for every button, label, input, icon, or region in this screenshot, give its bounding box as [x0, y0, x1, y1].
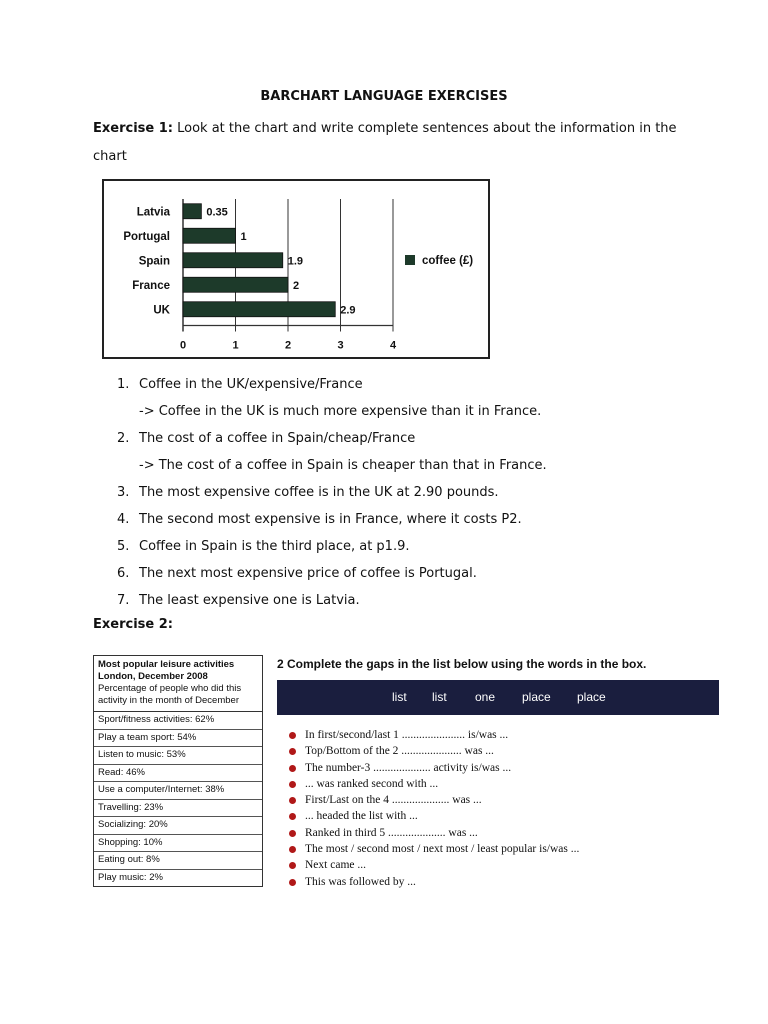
gap-fill-line	[289, 825, 579, 841]
leisure-table-header	[94, 656, 262, 712]
leisure-table-row: Play music: 2%	[98, 871, 163, 883]
bullet-icon	[289, 797, 296, 804]
x-tick-label: 2	[284, 339, 292, 352]
exercise1-answer	[117, 456, 737, 483]
item-text: The most expensive coffee is in the UK at 2.90 pounds.	[139, 485, 499, 500]
gap-fill-line	[289, 841, 579, 857]
exercise1-item	[117, 483, 737, 510]
value-label: 1	[240, 230, 247, 243]
word-box-word: place	[577, 690, 606, 704]
leisure-table-row: Travelling: 23%	[94, 800, 262, 818]
coffee-bar-chart-svg	[104, 181, 488, 357]
gap-fill-line	[289, 727, 579, 743]
value-label: 2.9	[340, 304, 356, 317]
category-label: Portugal	[123, 230, 170, 243]
exercise1-item	[117, 375, 737, 402]
leisure-table-row: Read: 46%	[94, 765, 262, 783]
value-label: 1.9	[287, 255, 304, 268]
item-text: The cost of a coffee in Spain/cheap/France	[139, 431, 416, 446]
value-label: 2	[293, 279, 300, 292]
exercise1-text: Look at the chart and write complete sentences about the information in the chart	[93, 121, 677, 164]
bullet-icon	[289, 813, 296, 820]
leisure-table-location: London, December 2008	[98, 671, 208, 682]
gap-fill-text: First/Last on the 4 .................... was ...	[305, 794, 482, 807]
bullet-icon	[289, 862, 296, 869]
x-tick-label: 1	[232, 339, 239, 352]
gap-fill-text: Ranked in third 5 .................... was ...	[305, 826, 478, 839]
x-tick-label: 0	[179, 339, 187, 352]
item-text: Coffee in Spain is the third place, at p1.9.	[139, 539, 410, 554]
value-label: 0.35	[206, 206, 228, 219]
leisure-table-row: Play a team sport: 54%	[94, 730, 262, 748]
bar	[183, 253, 283, 268]
x-tick-label: 3	[337, 339, 344, 352]
gap-fill-line	[289, 760, 579, 776]
page-title: BARCHART LANGUAGE EXERCISES	[260, 89, 508, 104]
bullet-icon	[289, 879, 296, 886]
item-number: 4.	[117, 512, 130, 527]
exercise1-items	[117, 375, 737, 618]
leisure-table-row: Sport/fitness activities: 62%	[94, 712, 262, 730]
legend-swatch	[405, 255, 415, 265]
gap-fill-text: Top/Bottom of the 2 ..................... was ...	[305, 745, 494, 758]
gap-fill-heading: 2 Complete the gaps in the list below using the words in the box.	[277, 657, 647, 671]
item-text: The least expensive one is Latvia.	[139, 593, 360, 608]
gap-fill-line	[289, 792, 579, 808]
item-text: The next most expensive price of coffee is Portugal.	[139, 566, 477, 581]
item-number: 1.	[117, 377, 130, 392]
category-label: UK	[153, 304, 170, 317]
gap-fill-line	[289, 857, 579, 873]
exercise1-item	[117, 537, 737, 564]
bar	[183, 204, 201, 219]
item-number: 5.	[117, 539, 130, 554]
legend-label: coffee (£)	[422, 255, 474, 267]
exercise1-item	[117, 591, 737, 618]
gap-fill-line	[289, 808, 579, 824]
gap-fill-text: In first/second/last 1 ...................... is/was ...	[305, 729, 509, 741]
exercise1-label: Exercise 1:	[93, 121, 173, 136]
bullet-icon	[289, 846, 296, 853]
bar	[183, 302, 335, 317]
gap-fill-list	[289, 727, 579, 890]
category-label: Latvia	[136, 206, 170, 219]
word-box	[277, 680, 719, 715]
bullet-icon	[289, 765, 296, 772]
gap-fill-line	[289, 776, 579, 792]
leisure-table-row: Eating out: 8%	[94, 852, 262, 870]
item-number: 2.	[117, 431, 130, 446]
exercise1-instruction	[93, 115, 683, 171]
bullet-icon	[289, 732, 296, 739]
category-label: Spain	[138, 255, 170, 268]
gap-fill-text: Next came ...	[305, 859, 366, 872]
item-number: 3.	[117, 485, 130, 500]
exercise1-item	[117, 429, 737, 456]
gap-fill-line	[289, 874, 579, 890]
leisure-table-title: Most popular leisure activities	[98, 659, 235, 670]
leisure-table-rows	[94, 712, 262, 886]
leisure-table-row: Use a computer/Internet: 38%	[94, 782, 262, 800]
gap-fill-line	[289, 743, 579, 759]
gap-fill-exercise	[277, 655, 722, 888]
gap-fill-text: This was followed by ...	[305, 875, 416, 888]
exercise1-item	[117, 510, 737, 537]
item-text: Coffee in the UK/expensive/France	[139, 377, 363, 392]
bullet-icon	[289, 781, 296, 788]
gap-fill-text: ... was ranked second with ...	[305, 777, 439, 790]
bar	[183, 228, 236, 243]
exercise1-answer	[117, 402, 737, 429]
gap-fill-text: The most / second most / next most / least popular is/was ...	[305, 843, 580, 856]
item-text: The second most expensive is in France, where it costs P2.	[139, 512, 522, 527]
word-box-word: list	[432, 690, 447, 704]
item-number: 6.	[117, 566, 130, 581]
gap-fill-text: The number-3 .................... activity is/was ...	[305, 761, 512, 774]
exercise1-item	[117, 564, 737, 591]
bar	[183, 277, 288, 292]
gap-fill-text: ... headed the list with ...	[305, 810, 418, 823]
bullet-icon	[289, 830, 296, 837]
item-number: 7.	[117, 593, 130, 608]
x-tick-label: 4	[389, 339, 397, 352]
coffee-bar-chart	[102, 179, 490, 359]
bullet-icon	[289, 748, 296, 755]
leisure-table-row: Listen to music: 53%	[94, 747, 262, 765]
leisure-table-row: Socializing: 20%	[94, 817, 262, 835]
category-label: France	[132, 279, 170, 292]
word-box-word: place	[522, 690, 551, 704]
exercise2-label: Exercise 2:	[93, 617, 173, 632]
leisure-table-row: Shopping: 10%	[94, 835, 262, 853]
answer-text: -> The cost of a coffee in Spain is cheaper than that in France.	[139, 458, 547, 473]
answer-text: -> Coffee in the UK is much more expensive than it in France.	[139, 404, 542, 419]
word-box-word: list	[392, 690, 407, 704]
leisure-activities-table	[93, 655, 263, 887]
word-box-word: one	[475, 690, 496, 704]
leisure-table-subtitle: Percentage of people who did this activity in the month of December	[98, 683, 242, 706]
